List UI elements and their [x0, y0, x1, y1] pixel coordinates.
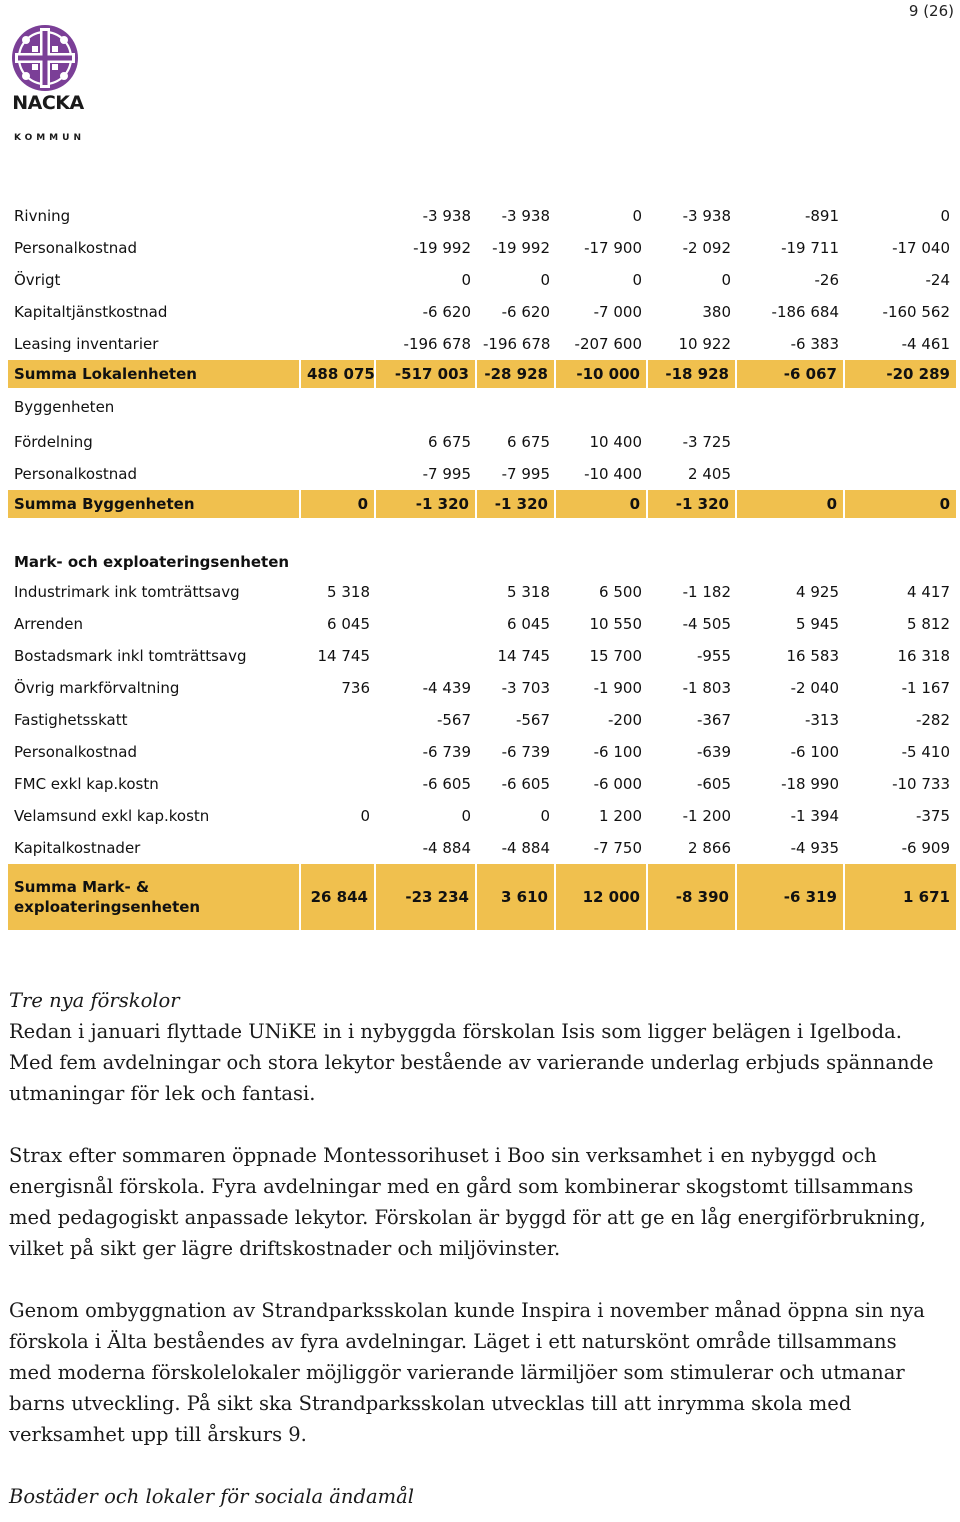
row-label: Fastighetsskatt: [14, 711, 128, 729]
row-label: Summa Byggenheten: [8, 490, 301, 518]
table-row: [8, 768, 956, 800]
table-cell: 0: [721, 271, 731, 289]
table-cell: -24: [925, 271, 950, 289]
table-cell: -3 938: [422, 207, 471, 225]
table-cell: -160 562: [882, 303, 950, 321]
table-cell: -26: [814, 271, 839, 289]
table-cell: 10 550: [589, 615, 642, 633]
table-cell: [845, 458, 956, 490]
table-row: [8, 832, 956, 864]
table-row: [8, 264, 956, 296]
row-label: FMC exkl kap.kostn: [14, 775, 159, 793]
table-cell: 0: [632, 207, 642, 225]
table-cell: [845, 518, 956, 576]
table-cell: [301, 328, 376, 360]
nacka-kommun-logo: [6, 22, 85, 143]
table-cell: -10 733: [892, 775, 950, 793]
table-cell: -23 234: [376, 864, 477, 930]
table-cell: [737, 426, 845, 458]
budget-table: [8, 200, 956, 930]
table-cell: -10 000: [556, 360, 648, 388]
table-cell: -6 739: [501, 743, 550, 761]
table-cell: -6 605: [501, 775, 550, 793]
table-cell: [301, 458, 376, 490]
table-cell: -3 938: [501, 207, 550, 225]
table-cell: -7 000: [593, 303, 642, 321]
table-cell: -200: [607, 711, 642, 729]
logo-name: NACKA: [12, 92, 84, 114]
table-cell: [477, 518, 556, 576]
table-cell: -517 003: [376, 360, 477, 388]
section-header-row: [8, 518, 956, 576]
summary-row: [8, 490, 956, 518]
table-cell: 10 922: [678, 335, 731, 353]
table-cell: 16 583: [786, 647, 839, 665]
table-cell: -207 600: [574, 335, 642, 353]
table-cell: 0: [940, 207, 950, 225]
table-cell: -19 992: [413, 239, 471, 257]
table-cell: 2 405: [688, 465, 731, 483]
table-cell: [737, 458, 845, 490]
table-cell: 14 745: [317, 647, 370, 665]
table-cell: -2 092: [682, 239, 731, 257]
table-cell: 0: [556, 490, 648, 518]
table-cell: -6 383: [790, 335, 839, 353]
table-cell: -3 703: [501, 679, 550, 697]
text-section: [9, 985, 939, 1512]
table-cell: -4 461: [901, 335, 950, 353]
table-cell: 10 400: [589, 433, 642, 451]
table-row: [8, 640, 956, 672]
table-cell: [845, 388, 956, 426]
table-cell: 6 500: [599, 583, 642, 601]
table-cell: 5 812: [907, 615, 950, 633]
section-header-row: [8, 388, 956, 426]
table-cell: [737, 518, 845, 576]
table-cell: -567: [436, 711, 471, 729]
row-label: Fördelning: [14, 433, 93, 451]
row-label: Personalkostnad: [14, 239, 138, 257]
table-row: [8, 736, 956, 768]
table-cell: -367: [696, 711, 731, 729]
table-row: [8, 608, 956, 640]
table-cell: 3 610: [477, 864, 556, 930]
table-cell: 0: [461, 807, 471, 825]
summary-row: [8, 360, 956, 388]
table-cell: -1 394: [790, 807, 839, 825]
summary-row: [8, 864, 956, 930]
row-label: Bostadsmark inkl tomträttsavg: [14, 647, 247, 665]
table-cell: -6 319: [737, 864, 845, 930]
paragraph: Strax efter sommaren öppnade Montessorihuset i Boo sin verksamhet i en nybyggd och energisnål förskola. Fyra avdelningar med en gård som kombinerar skogstomt tillsammans med pedagogiskt anpassade lekytor. Förskolan är byggd för att ge en låg energiförbrukning, vilket på sikt ger lägre driftskostnader och miljövinster.: [9, 1144, 926, 1260]
row-label: Leasing inventarier: [14, 335, 159, 353]
table-cell: [376, 640, 477, 672]
page-number: 9 (26): [908, 2, 954, 20]
table-cell: 5 318: [507, 583, 550, 601]
row-label: Byggenheten: [14, 398, 115, 416]
table-cell: -6 100: [593, 743, 642, 761]
table-cell: [301, 296, 376, 328]
table-cell: 4 925: [796, 583, 839, 601]
table-row: [8, 200, 956, 232]
table-cell: -6 100: [790, 743, 839, 761]
table-cell: 1 671: [845, 864, 956, 930]
table-cell: -10 400: [584, 465, 642, 483]
table-row: [8, 296, 956, 328]
table-cell: [556, 518, 648, 576]
row-label: Personalkostnad: [14, 465, 138, 483]
table-cell: -1 803: [682, 679, 731, 697]
row-label: Övrig markförvaltning: [14, 679, 180, 697]
logo-emblem-icon: [6, 22, 84, 92]
paragraph: Genom ombyggnation av Strandparksskolan kunde Inspira i november månad öppna sin nya förskola i Älta beståendes av fyra avdelningar. Läget i ett naturskönt område tillsammans med moderna förskolelokaler möjliggör varierande lärmiljöer som stimulerar och utmanar barns utveckling. På sikt ska Strandparksskolan utvecklas till att inrymma skola med verksamhet upp till årskurs 9.: [9, 1299, 925, 1446]
table-cell: -6 067: [737, 360, 845, 388]
table-cell: 6 675: [507, 433, 550, 451]
table-cell: -1 200: [682, 807, 731, 825]
section-heading: Bostäder och lokaler för sociala ändamål: [9, 1485, 414, 1508]
table-cell: -4 884: [422, 839, 471, 857]
table-cell: -3 725: [682, 433, 731, 451]
table-cell: [376, 388, 477, 426]
budget-table-body: [8, 200, 956, 930]
row-label: Industrimark ink tomträttsavg: [14, 583, 240, 601]
table-cell: 488 075: [301, 360, 376, 388]
table-cell: [301, 832, 376, 864]
table-cell: 0: [301, 490, 376, 518]
table-cell: -186 684: [771, 303, 839, 321]
table-cell: [737, 388, 845, 426]
table-cell: -4 884: [501, 839, 550, 857]
table-cell: -17 900: [584, 239, 642, 257]
table-cell: -20 289: [845, 360, 956, 388]
table-cell: 0: [360, 807, 370, 825]
table-cell: -7 995: [501, 465, 550, 483]
paragraph: Redan i januari flyttade UNiKE in i nybyggda förskolan Isis som ligger belägen i Igelboda. Med fem avdelningar och stora lekytor bestående av varierande underlag erbjuds spännande utmaningar för lek och fantasi.: [9, 1020, 934, 1105]
table-cell: [301, 232, 376, 264]
table-cell: -1 320: [477, 490, 556, 518]
table-cell: 0: [461, 271, 471, 289]
table-cell: -1 320: [648, 490, 737, 518]
table-cell: 736: [341, 679, 370, 697]
table-cell: [301, 388, 376, 426]
row-label: Mark- och exploateringsenheten: [14, 553, 290, 571]
table-cell: 380: [702, 303, 731, 321]
table-row: [8, 426, 956, 458]
table-cell: -605: [696, 775, 731, 793]
table-cell: [301, 518, 376, 576]
table-cell: [301, 200, 376, 232]
table-cell: -7 995: [422, 465, 471, 483]
table-row: [8, 704, 956, 736]
table-cell: 26 844: [301, 864, 376, 930]
table-cell: [301, 426, 376, 458]
table-cell: 5 318: [327, 583, 370, 601]
table-cell: -6 605: [422, 775, 471, 793]
table-cell: 15 700: [589, 647, 642, 665]
table-cell: -18 928: [648, 360, 737, 388]
table-cell: -6 620: [422, 303, 471, 321]
table-cell: [477, 388, 556, 426]
table-cell: 6 675: [428, 433, 471, 451]
table-cell: 0: [737, 490, 845, 518]
table-cell: -1 167: [901, 679, 950, 697]
table-row: [8, 328, 956, 360]
table-cell: -313: [804, 711, 839, 729]
table-cell: -196 678: [403, 335, 471, 353]
table-cell: [376, 576, 477, 608]
table-cell: -2 040: [790, 679, 839, 697]
table-cell: -6 909: [901, 839, 950, 857]
table-cell: -19 711: [781, 239, 839, 257]
table-cell: 6 045: [327, 615, 370, 633]
row-label: Rivning: [14, 207, 71, 225]
table-cell: 16 318: [897, 647, 950, 665]
table-cell: -4 935: [790, 839, 839, 857]
table-cell: [301, 704, 376, 736]
section-heading: Tre nya förskolor: [9, 989, 180, 1012]
table-cell: -955: [696, 647, 731, 665]
table-cell: 0: [632, 271, 642, 289]
table-cell: 0: [540, 271, 550, 289]
table-cell: 14 745: [497, 647, 550, 665]
table-cell: -6 739: [422, 743, 471, 761]
table-cell: [301, 264, 376, 296]
table-cell: [648, 388, 737, 426]
table-row: [8, 800, 956, 832]
row-label: Velamsund exkl kap.kostn: [14, 807, 210, 825]
table-cell: -28 928: [477, 360, 556, 388]
row-label: Summa Mark- & exploateringsenheten: [8, 864, 301, 930]
table-cell: -7 750: [593, 839, 642, 857]
table-cell: [376, 608, 477, 640]
table-cell: [301, 768, 376, 800]
table-cell: [648, 518, 737, 576]
row-label: Summa Lokalenheten: [8, 360, 301, 388]
row-label: Övrigt: [14, 271, 61, 289]
table-cell: -567: [515, 711, 550, 729]
table-cell: -6 000: [593, 775, 642, 793]
table-cell: -282: [915, 711, 950, 729]
table-cell: -8 390: [648, 864, 737, 930]
table-cell: [845, 426, 956, 458]
table-row: [8, 458, 956, 490]
row-label: Personalkostnad: [14, 743, 138, 761]
table-cell: 0: [540, 807, 550, 825]
row-label: Arrenden: [14, 615, 83, 633]
table-cell: -375: [915, 807, 950, 825]
table-row: [8, 672, 956, 704]
row-label: Kapitaltjänstkostnad: [14, 303, 168, 321]
table-cell: -19 992: [492, 239, 550, 257]
table-cell: -3 938: [682, 207, 731, 225]
table-cell: 6 045: [507, 615, 550, 633]
table-cell: 12 000: [556, 864, 648, 930]
table-row: [8, 232, 956, 264]
table-cell: -1 320: [376, 490, 477, 518]
table-cell: -5 410: [901, 743, 950, 761]
table-cell: [301, 736, 376, 768]
table-cell: -639: [696, 743, 731, 761]
table-cell: [556, 388, 648, 426]
logo-sub: KOMMUN: [14, 133, 85, 143]
table-cell: -18 990: [781, 775, 839, 793]
table-cell: -196 678: [483, 335, 551, 353]
table-cell: -4 505: [682, 615, 731, 633]
row-label: Kapitalkostnader: [14, 839, 141, 857]
table-cell: -6 620: [501, 303, 550, 321]
table-row: [8, 576, 956, 608]
table-cell: -1 182: [682, 583, 731, 601]
table-cell: 5 945: [796, 615, 839, 633]
table-cell: 1 200: [599, 807, 642, 825]
table-cell: -891: [804, 207, 839, 225]
table-cell: -4 439: [422, 679, 471, 697]
table-cell: 0: [845, 490, 956, 518]
table-cell: -1 900: [593, 679, 642, 697]
table-cell: 4 417: [907, 583, 950, 601]
table-cell: 2 866: [688, 839, 731, 857]
table-cell: -17 040: [892, 239, 950, 257]
table-cell: [376, 518, 477, 576]
